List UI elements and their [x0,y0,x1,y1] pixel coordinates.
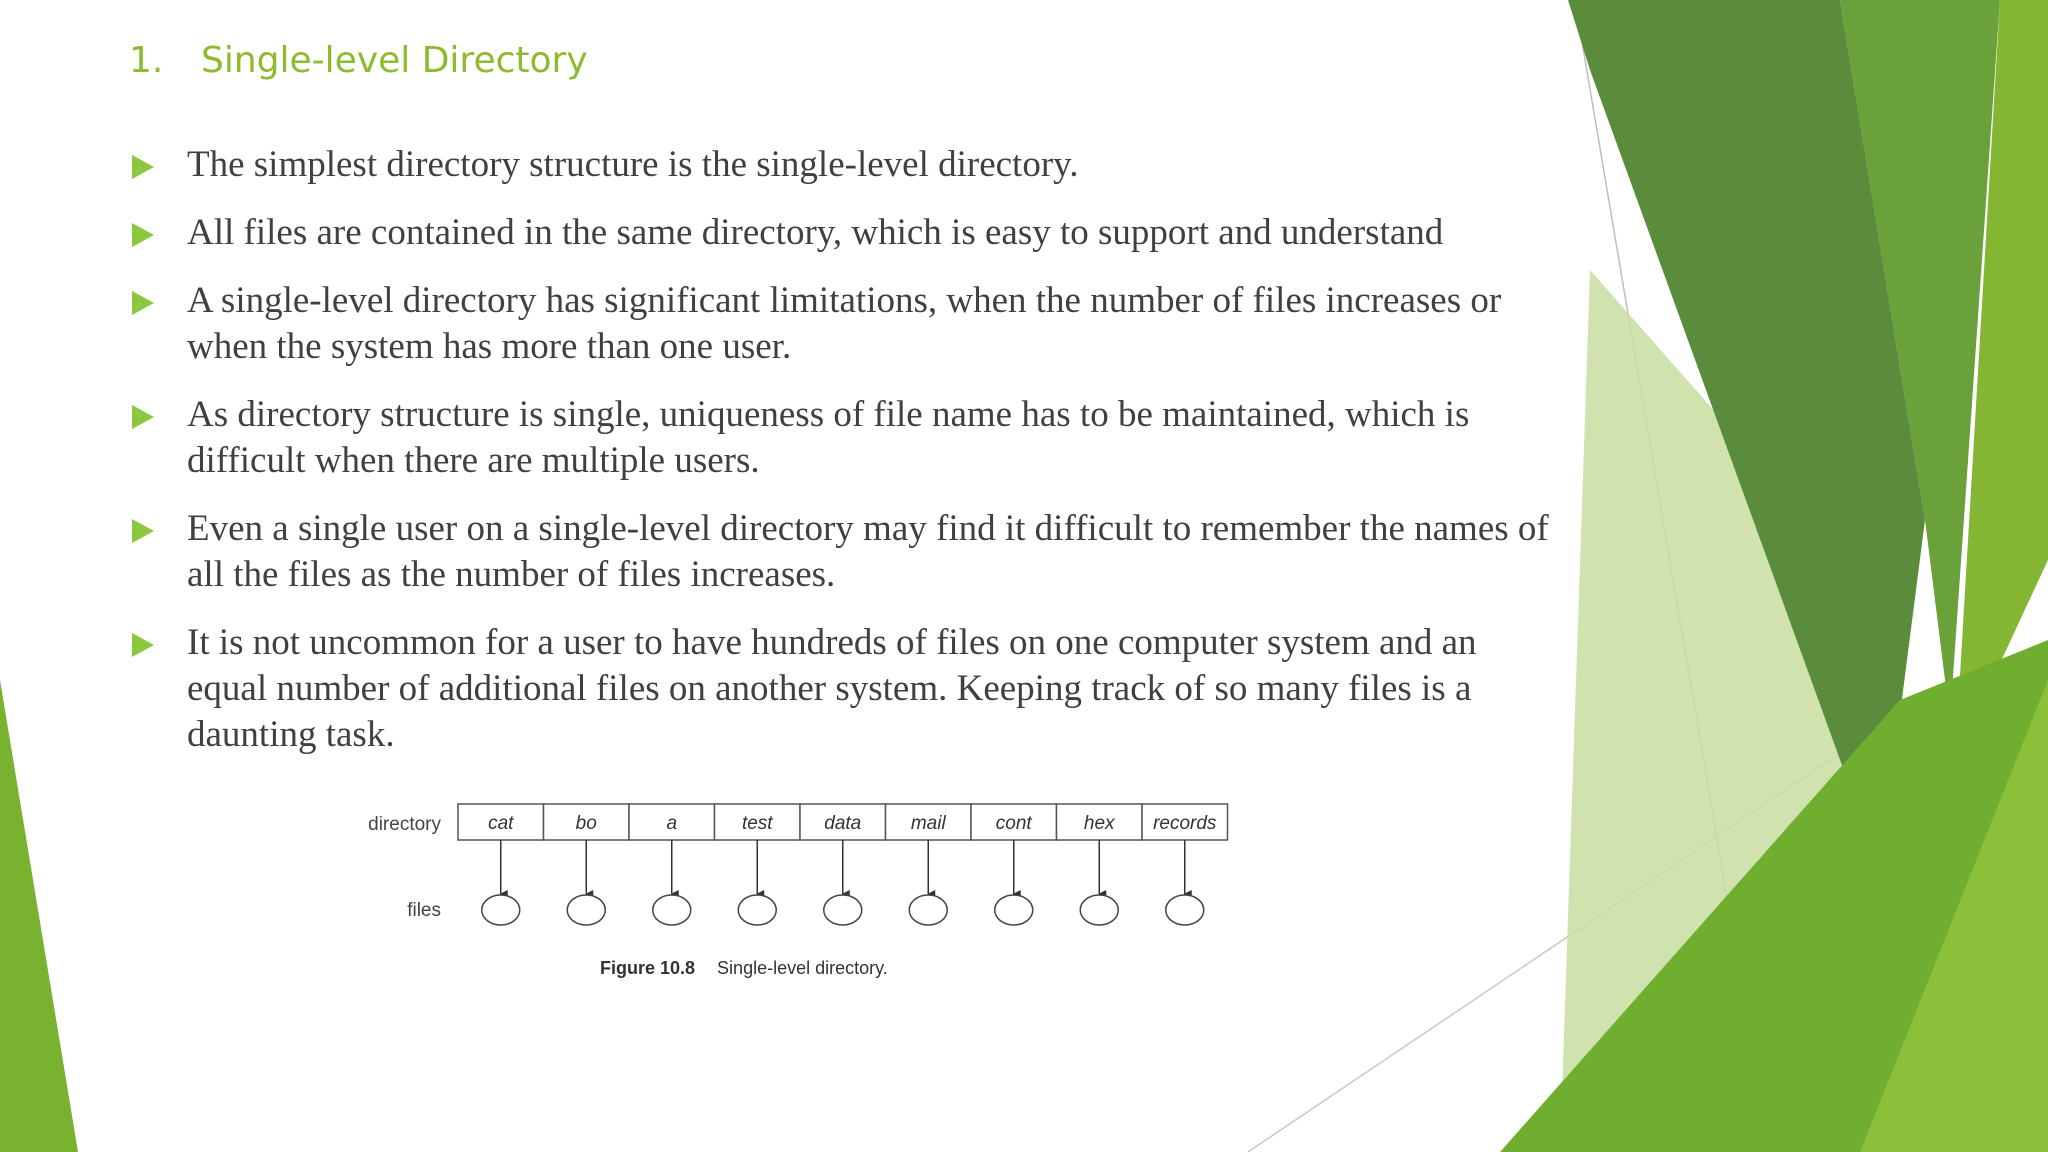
directory-entry-label: cont [995,813,1032,834]
bullet-text: A single-level directory has significant limitations, when the number of files increases or when the system has more than one user. [187,280,1502,367]
bullet-text: It is not uncommon for a user to have hundreds of files on one computer system and an equal number of additional files on another system. Keeping track of so many files is a daunting task. [187,622,1477,755]
figure-caption [600,958,888,978]
caption-text: Single-level directory. [717,958,888,978]
file-node [653,895,691,925]
bullet-text: Even a single user on a single-level directory may find it difficult to remember the names of all the files as the number of files increases. [187,508,1549,595]
directory-entries [458,804,1228,925]
directory-entry-label: a [666,813,678,834]
bullet-item [130,620,1550,758]
triangle-right-icon [132,519,154,543]
bullet-text: As directory structure is single, uniqueness of file name has to be maintained, which is difficult when there are multiple users. [187,394,1470,481]
bullet-text: The simplest directory structure is the single-level directory. [187,144,1079,185]
bullet-item [130,210,1550,256]
bullet-item [130,142,1550,188]
title-number: 1. [129,40,164,81]
file-node [824,895,862,925]
directory-entry-label: data [824,813,862,834]
file-node [567,895,605,925]
file-node [1080,895,1118,925]
bullet-item [130,392,1550,484]
directory-entry-label: test [741,813,773,834]
file-node [909,895,947,925]
triangle-right-icon [132,291,154,315]
directory-diagram [340,796,1240,986]
files-label: files [407,900,441,921]
directory-figure [340,796,1240,986]
triangle-right-icon [132,633,154,657]
directory-entry-label: cat [488,813,514,834]
file-node [738,895,776,925]
caption-bold: Figure 10.8 [600,958,696,978]
bullet-item [130,278,1550,370]
directory-label: directory [368,814,441,835]
slide-title [129,40,588,81]
directory-entry-label: records [1153,813,1217,834]
directory-entry-label: hex [1083,813,1115,834]
file-node [995,895,1033,925]
triangle-right-icon [132,223,154,247]
bullet-list [130,142,1550,780]
file-node [1166,895,1204,925]
left-green-wedge [0,680,78,1152]
triangle-right-icon [132,405,154,429]
bullet-item [130,506,1550,598]
triangle-right-icon [132,155,154,179]
file-node [482,895,520,925]
directory-entry-label: bo [575,813,597,834]
title-text: Single-level Directory [201,40,588,81]
bullet-text: All files are contained in the same directory, which is easy to support and understand [187,212,1444,253]
directory-entry-label: mail [910,813,946,834]
